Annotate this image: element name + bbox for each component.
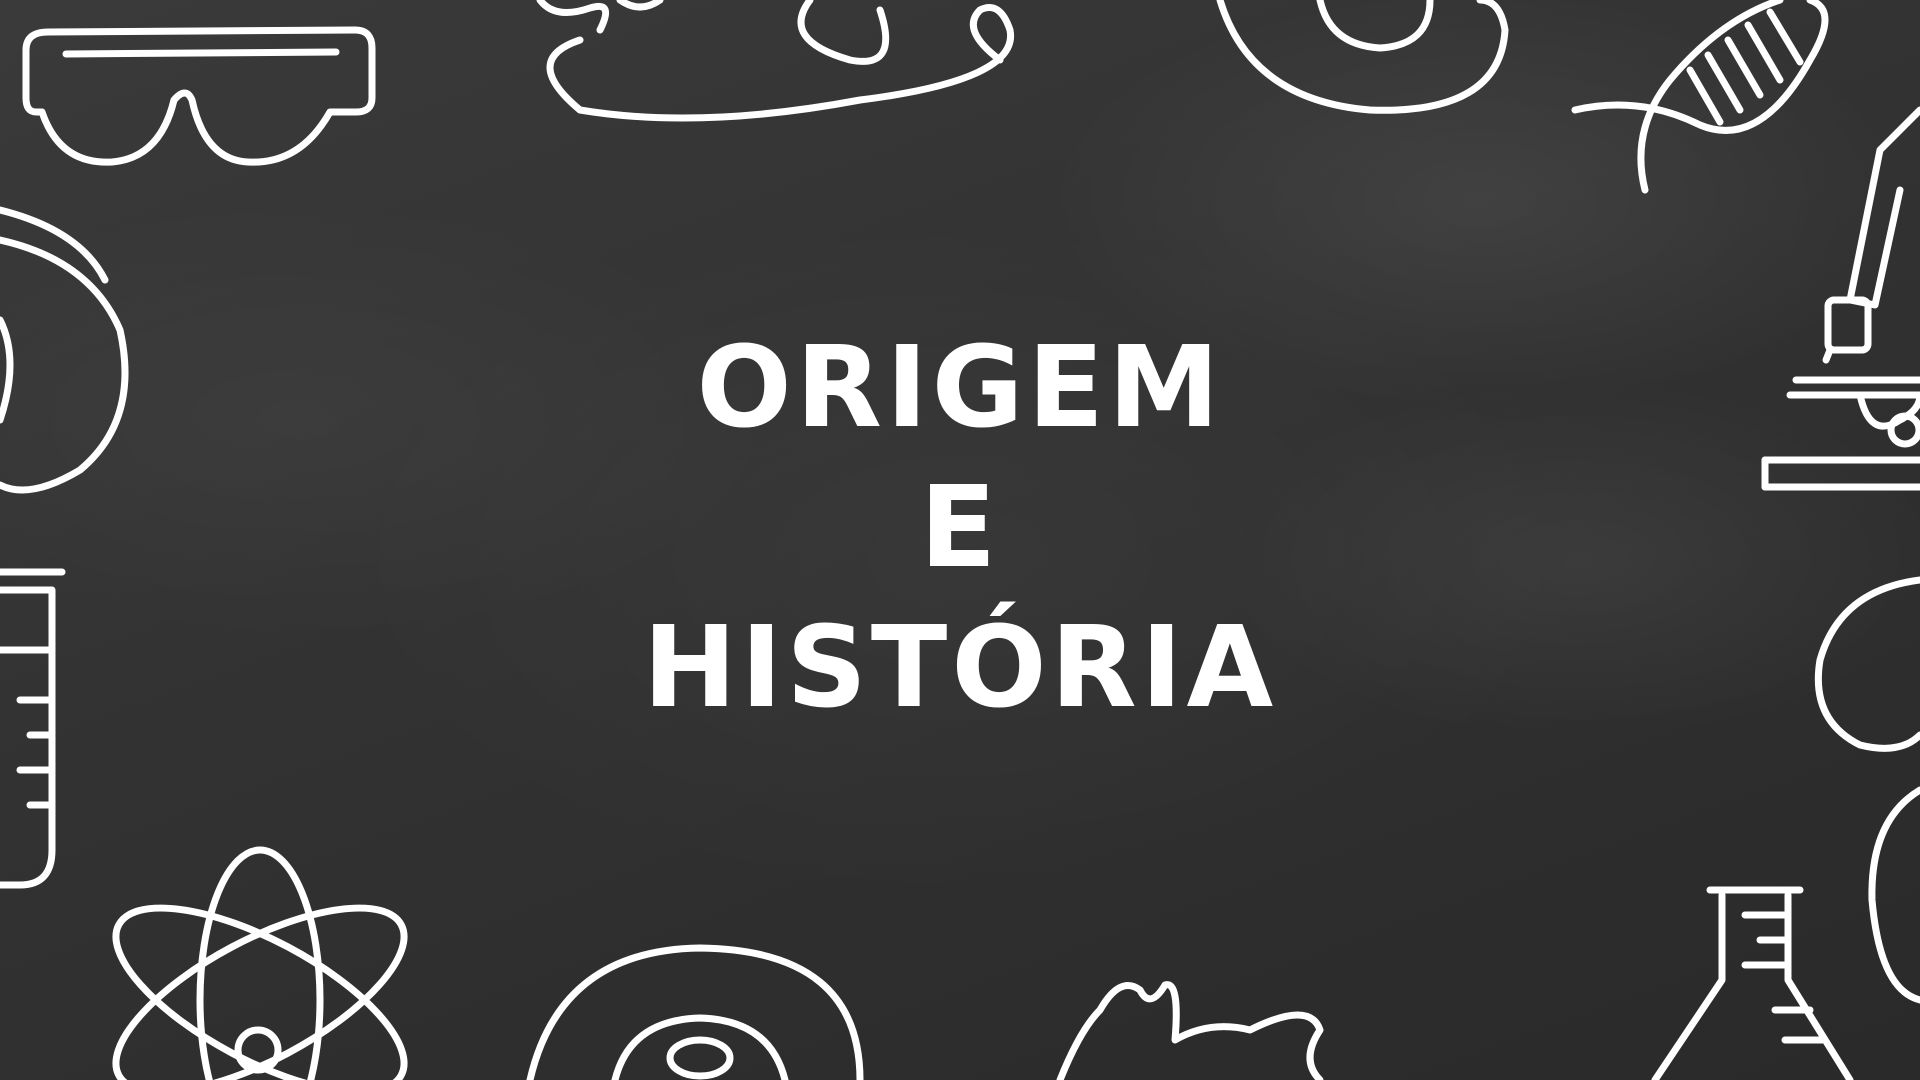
title-line-2: E (919, 463, 1001, 593)
microscope-icon (1765, 110, 1920, 487)
amoeba-icon (1060, 985, 1320, 1080)
cell-bottom-icon (530, 948, 860, 1080)
safety-goggles-icon (26, 30, 372, 162)
atom-icon (91, 850, 430, 1080)
cell-left-icon (0, 210, 125, 490)
erlenmeyer-flask-icon (1655, 890, 1850, 1080)
mitochondria-icon (1220, 0, 1505, 110)
title-line-3: HISTÓRIA (642, 603, 1278, 733)
slide-title (560, 318, 1360, 738)
test-tube-icon (0, 572, 62, 885)
title-line-1: ORIGEM (696, 323, 1224, 453)
cell-right-icon (1818, 580, 1920, 1000)
dna-helix-icon (1575, 0, 1825, 190)
cell-icon (540, 0, 1011, 118)
